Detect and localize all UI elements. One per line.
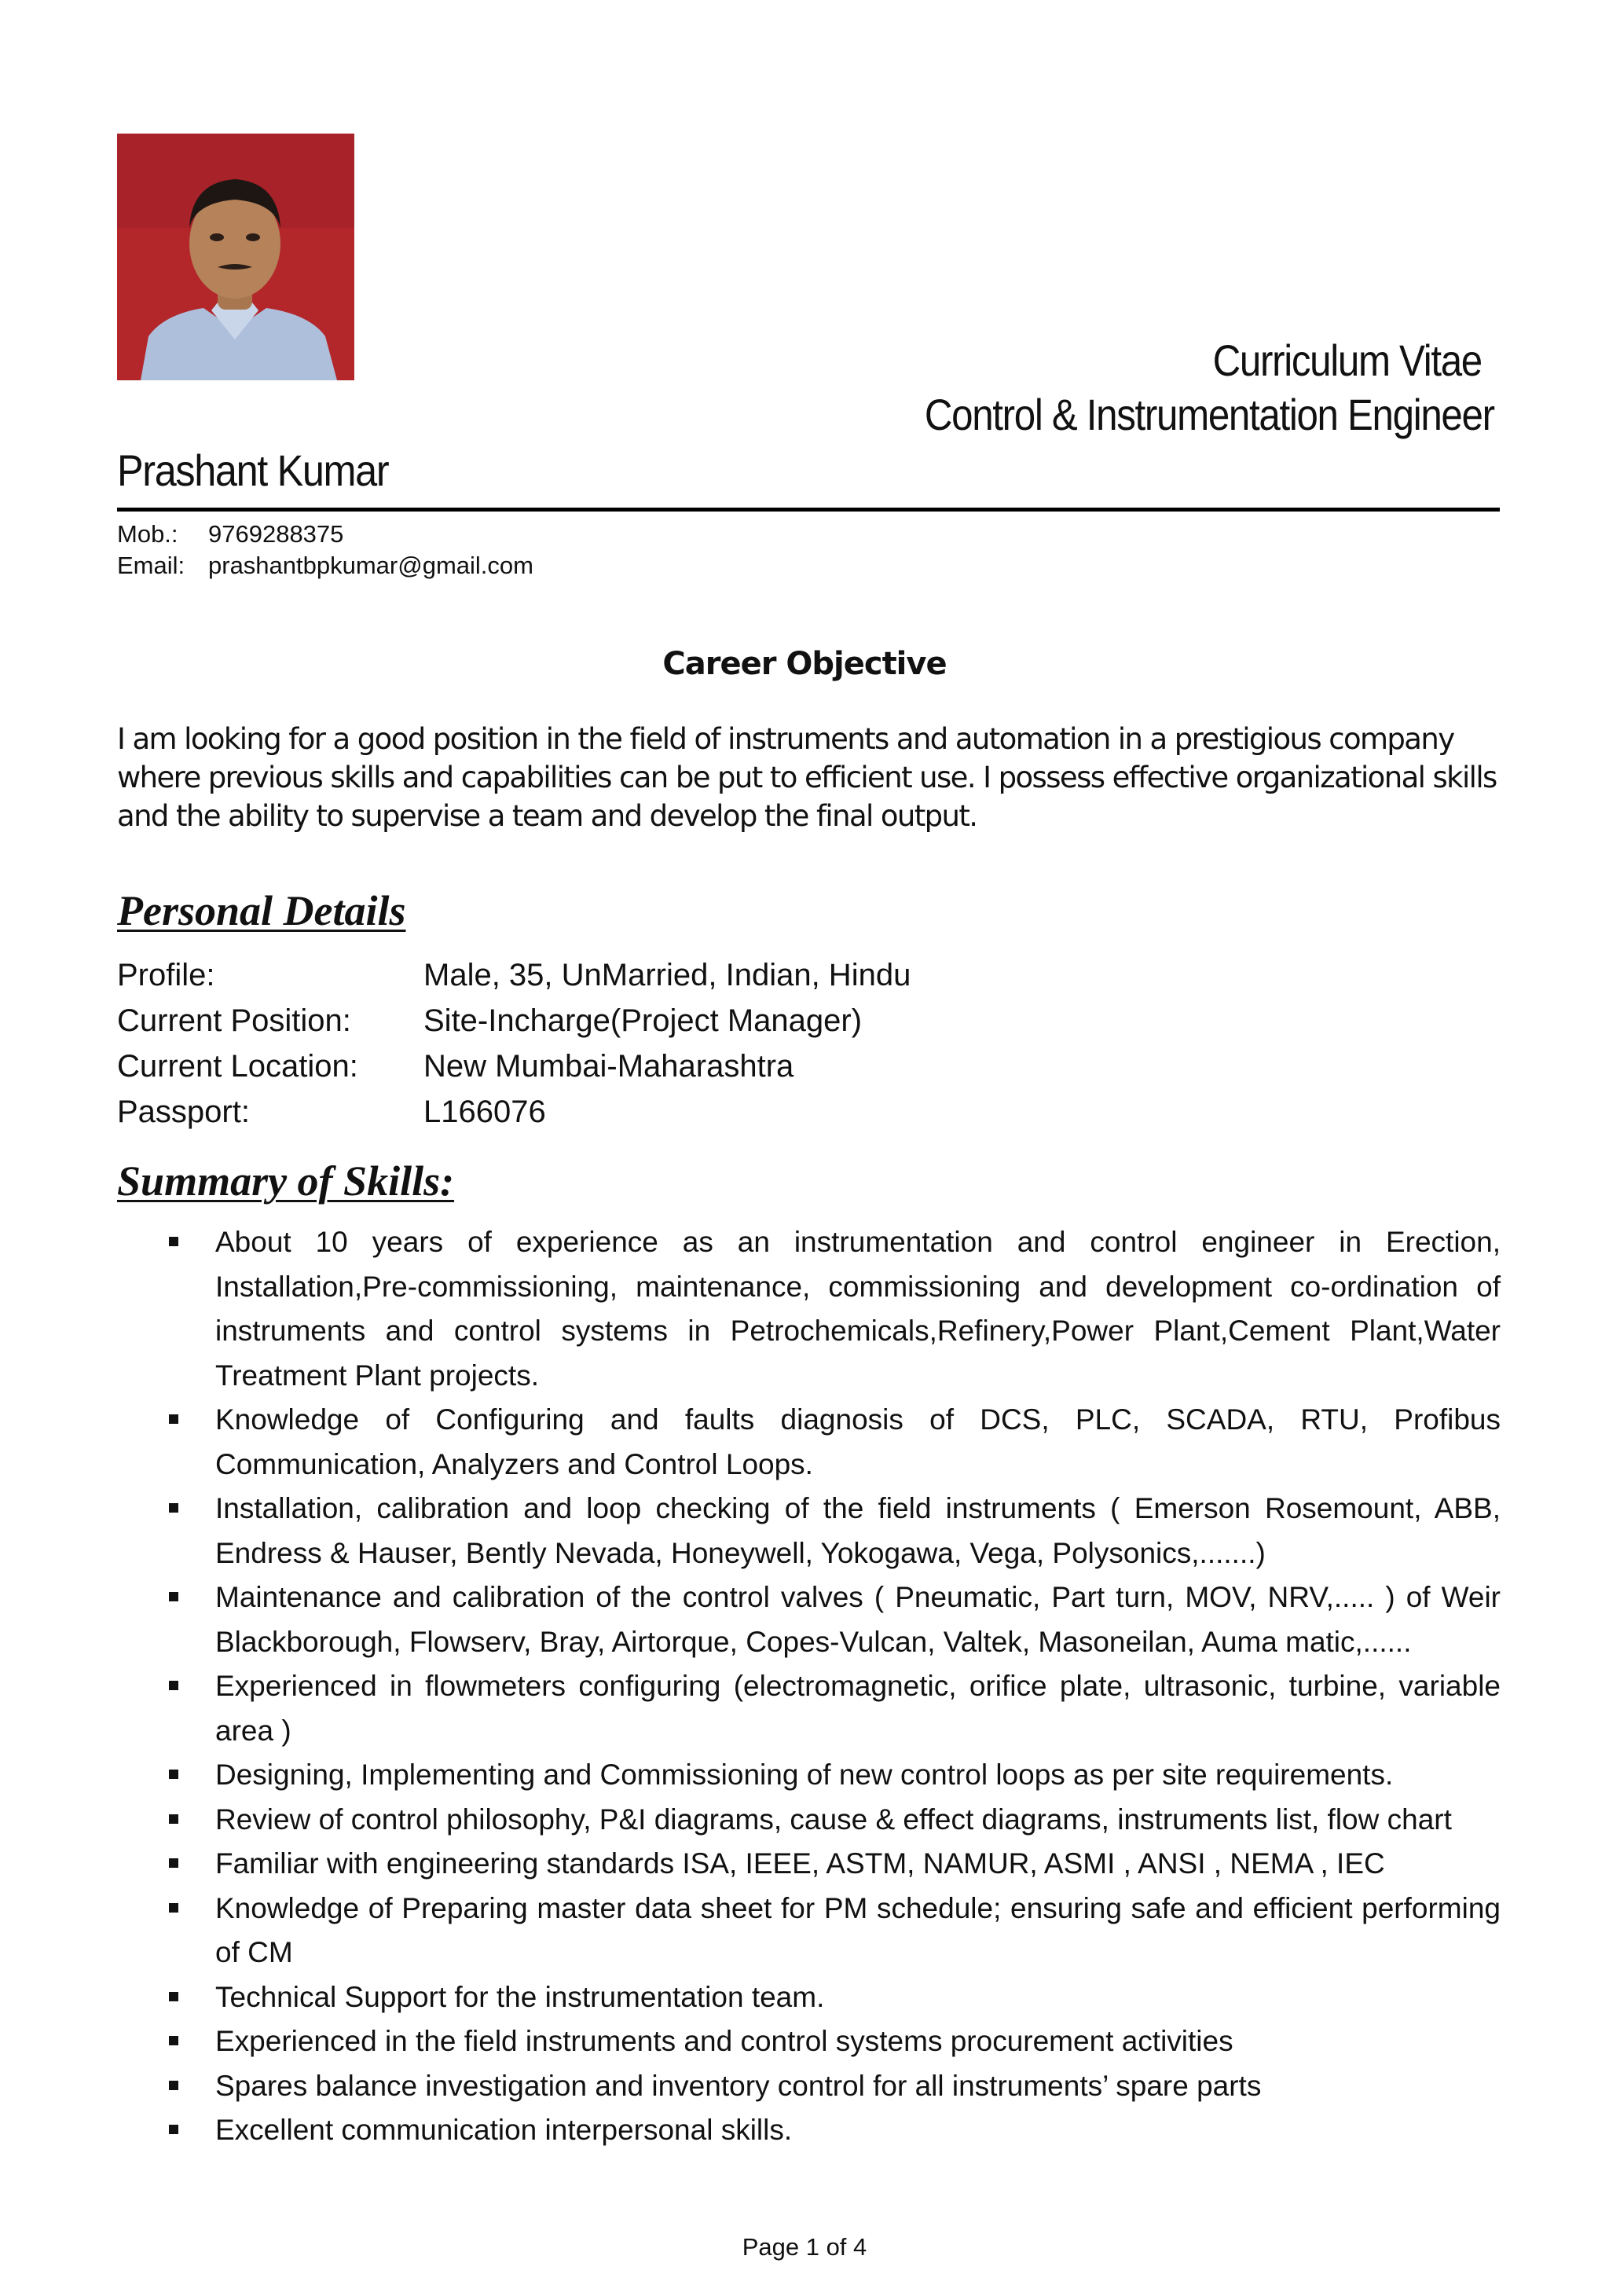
list-item: [157, 1753, 1501, 1798]
details-value: Male, 35, UnMarried, Indian, Hindu: [423, 958, 911, 992]
document-title: Curriculum Vitae: [1212, 336, 1482, 385]
job-role-title: Control & Instrumentation Engineer: [925, 390, 1494, 439]
skill-text: Knowledge of Preparing master data sheet for PM schedule; ensuring safe and efficient performing of CM: [215, 1891, 1501, 1968]
square-bullet-icon: [169, 2125, 178, 2134]
skill-text: Knowledge of Configuring and faults diagnosis of DCS, PLC, SCADA, RTU, Profibus Communication, Analyzers and Control Loops.: [215, 1403, 1501, 1480]
list-item: [157, 1798, 1501, 1843]
square-bullet-icon: [169, 1858, 178, 1868]
personal-details-list: [117, 952, 911, 1135]
details-label: Current Position:: [117, 1003, 351, 1038]
skill-text: Installation, calibration and loop checking of the field instruments ( Emerson Rosemount, ABB, Endress & Hauser, Bently Nevada, Honeywell, Yokogawa, Vega, Polysonics,.......): [215, 1492, 1501, 1569]
skill-text: About 10 years of experience as an instrumentation and control engineer in Erection, Installation,Pre-commissioning, maintenance, commissioning and development co-ordination of instruments and control systems in Petrochemicals,Refinery,Power Plant,Cement Plant,Water Treatment Plant projects.: [215, 1226, 1501, 1392]
details-row-position: [117, 998, 911, 1043]
square-bullet-icon: [169, 1770, 178, 1779]
details-row-passport: [117, 1089, 911, 1135]
list-item: [157, 1842, 1501, 1887]
candidate-name: Prashant Kumar: [117, 446, 389, 495]
personal-details-heading: Personal Details: [117, 887, 406, 934]
skill-text: Experienced in flowmeters configuring (electromagnetic, orifice plate, ultrasonic, turbine, variable area ): [215, 1670, 1501, 1747]
square-bullet-icon: [169, 1503, 178, 1513]
list-item: [157, 1887, 1501, 1975]
list-item: [157, 2064, 1501, 2109]
details-label: Current Location:: [117, 1049, 358, 1084]
details-row-location: [117, 1043, 911, 1089]
details-label: Profile:: [117, 958, 215, 992]
skill-text: Designing, Implementing and Commissioning of new control loops as per site requirements.: [215, 1759, 1394, 1791]
list-item: [157, 1975, 1501, 2020]
details-value: New Mumbai-Maharashtra: [423, 1049, 794, 1084]
summary-of-skills-heading: Summary of Skills:: [117, 1157, 455, 1205]
list-item: [157, 1664, 1501, 1753]
career-objective-heading: Career Objective: [662, 646, 947, 682]
square-bullet-icon: [169, 2036, 178, 2045]
profile-photo: [117, 134, 354, 380]
skill-text: Review of control philosophy, P&I diagrams, cause & effect diagrams, instruments list, flow chart: [215, 1803, 1452, 1836]
list-item: [157, 2108, 1501, 2153]
mobile-line: [117, 519, 533, 550]
skill-text: Familiar with engineering standards ISA, IEEE, ASTM, NAMUR, ASMI , ANSI , NEMA , IEC: [215, 1847, 1385, 1880]
square-bullet-icon: [169, 1992, 178, 2001]
list-item: [157, 1487, 1501, 1575]
square-bullet-icon: [169, 1903, 178, 1913]
list-item: [157, 1398, 1501, 1487]
contact-block: [117, 519, 533, 581]
details-value: L166076: [423, 1095, 546, 1129]
email-address[interactable]: prashantbpkumar@gmail.com: [208, 552, 533, 579]
skill-text: Spares balance investigation and inventory control for all instruments’ spare parts: [215, 2069, 1262, 2102]
skills-list: [157, 1220, 1501, 2153]
square-bullet-icon: [169, 2081, 178, 2090]
details-label: Passport:: [117, 1095, 250, 1129]
list-item: [157, 1220, 1501, 1398]
details-row-profile: [117, 952, 911, 998]
skill-text: Experienced in the field instruments and control systems procurement activities: [215, 2025, 1233, 2057]
square-bullet-icon: [169, 1237, 178, 1246]
mobile-number: 9769288375: [208, 520, 344, 548]
list-item: [157, 2019, 1501, 2064]
details-value: Site-Incharge(Project Manager): [423, 1003, 863, 1038]
skill-text: Technical Support for the instrumentation team.: [215, 1980, 825, 2013]
email-label: Email:: [117, 552, 185, 579]
mobile-label: Mob.:: [117, 520, 178, 548]
list-item: [157, 1575, 1501, 1664]
skill-text: Maintenance and calibration of the control valves ( Pneumatic, Part turn, MOV, NRV,..... ) of Weir Blackborough, Flowserv, Bray, Airtorque, Copes-Vulcan, Valtek, Masoneilan, Auma matic,......: [215, 1581, 1501, 1658]
square-bullet-icon: [169, 1592, 178, 1601]
square-bullet-icon: [169, 1414, 178, 1424]
page-number: Page 1 of 4: [742, 2233, 867, 2261]
skill-text: Excellent communication interpersonal skills.: [215, 2114, 793, 2146]
square-bullet-icon: [169, 1681, 178, 1690]
career-objective-text: I am looking for a good position in the field of instruments and automation in a prestigious company where previous skills and capabilities can be put to efficient use. I possess effective organizational skills and the ability to supervise a team and develop the final output.: [117, 722, 1497, 833]
square-bullet-icon: [169, 1814, 178, 1824]
header-divider: [117, 508, 1500, 512]
email-line: [117, 550, 533, 581]
